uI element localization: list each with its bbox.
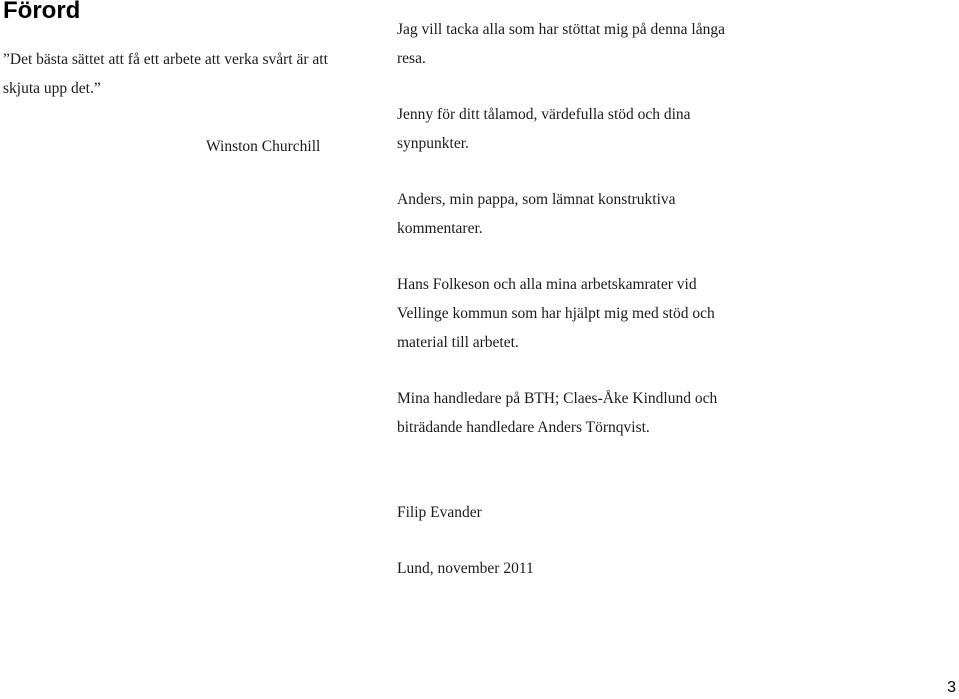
epigraph-author: Winston Churchill <box>206 138 321 155</box>
signature-place-date: Lund, november 2011 <box>397 560 534 577</box>
epigraph-quote: ”Det bästa sättet att få ett arbete att verka svårt är att skjuta upp det.” <box>3 51 328 97</box>
acknowledgement-paragraph: Jag vill tacka alla som har stöttat mig på denna långa resa. <box>397 21 725 67</box>
signature-name: Filip Evander <box>397 504 482 521</box>
acknowledgement-paragraph: Jenny för ditt tålamod, värdefulla stöd och dina synpunkter. <box>397 106 691 152</box>
acknowledgement-paragraph: Mina handledare på BTH; Claes-Åke Kindlund och biträdande handledare Anders Törnqvist. <box>397 390 718 436</box>
page-heading: Förord <box>3 0 81 24</box>
acknowledgement-paragraph: Hans Folkeson och alla mina arbetskamrater vid Vellinge kommun som har hjälpt mig med stöd och material till arbetet. <box>397 276 715 351</box>
acknowledgements-section <box>397 15 742 583</box>
acknowledgement-paragraph: Anders, min pappa, som lämnat konstruktiva kommentarer. <box>397 191 676 237</box>
page-number: 3 <box>947 679 956 696</box>
